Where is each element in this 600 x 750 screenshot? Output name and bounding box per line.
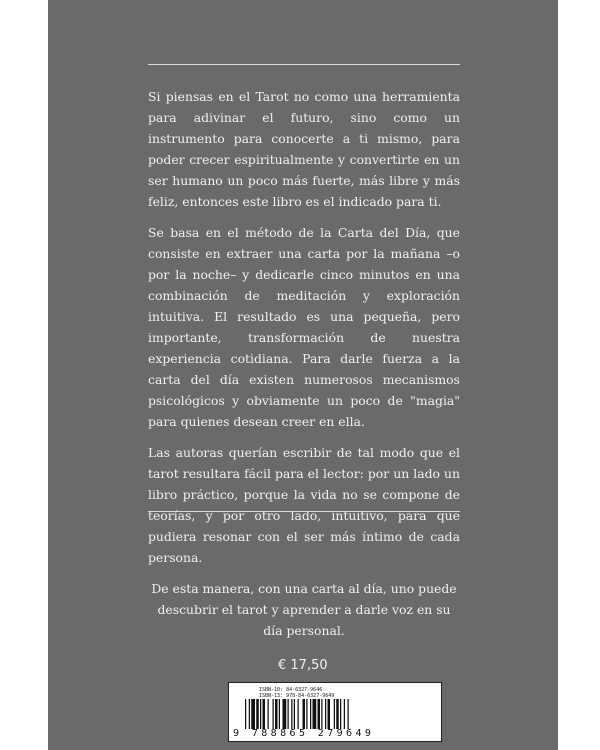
- bottom-divider: [148, 511, 460, 512]
- isbn10-line: ISBN-10: 84-6327-9646: [259, 687, 323, 693]
- paragraph-4: De esta manera, con una carta al día, uno puede descubrir el tarot y aprender a darle voz en su día personal.: [151, 581, 457, 638]
- isbn-lines: [259, 687, 334, 699]
- paragraph-2: Se basa en el método de la Carta del Día, que consiste en extraer una carta por la mañana –o por la noche– y dedicarle cinco minutos en una combinación de meditación y exploración intuitiva. El resultado es una pequeña, pero importante, transformación de nuestra experiencia cotidiana. Para darle fuerza a la carta del día existen numerosos mecanismos psicológicos y obviamente un poco de "magia" para quienes desean creer en ella.: [148, 225, 460, 429]
- blurb-text: [148, 86, 460, 651]
- barcode-digits: 9 788865 279649: [233, 728, 375, 739]
- barcode-bars: [245, 699, 429, 729]
- isbn13-line: ISBN-13: 978-84-6327-9649: [259, 693, 335, 699]
- price-label: € 17,50: [278, 658, 328, 673]
- paragraph-1: Si piensas en el Tarot no como una herramienta para adivinar el futuro, sino como un instrumento para conocerte a ti mismo, para poder crecer espiritualmente y convertirte en un ser humano un poco más fuerte, más libre y más feliz, entonces este libro es el indicado para ti.: [148, 89, 460, 209]
- barcode: [228, 682, 442, 742]
- top-divider: [148, 64, 460, 65]
- paragraph-3: Las autoras querían escribir de tal modo que el tarot resultara fácil para el lector: por un lado un libro práctico, porque la vida no se compone de teorías, y por otro lado, intuitivo, para que pudiera resonar con el ser más íntimo de cada persona.: [148, 445, 460, 565]
